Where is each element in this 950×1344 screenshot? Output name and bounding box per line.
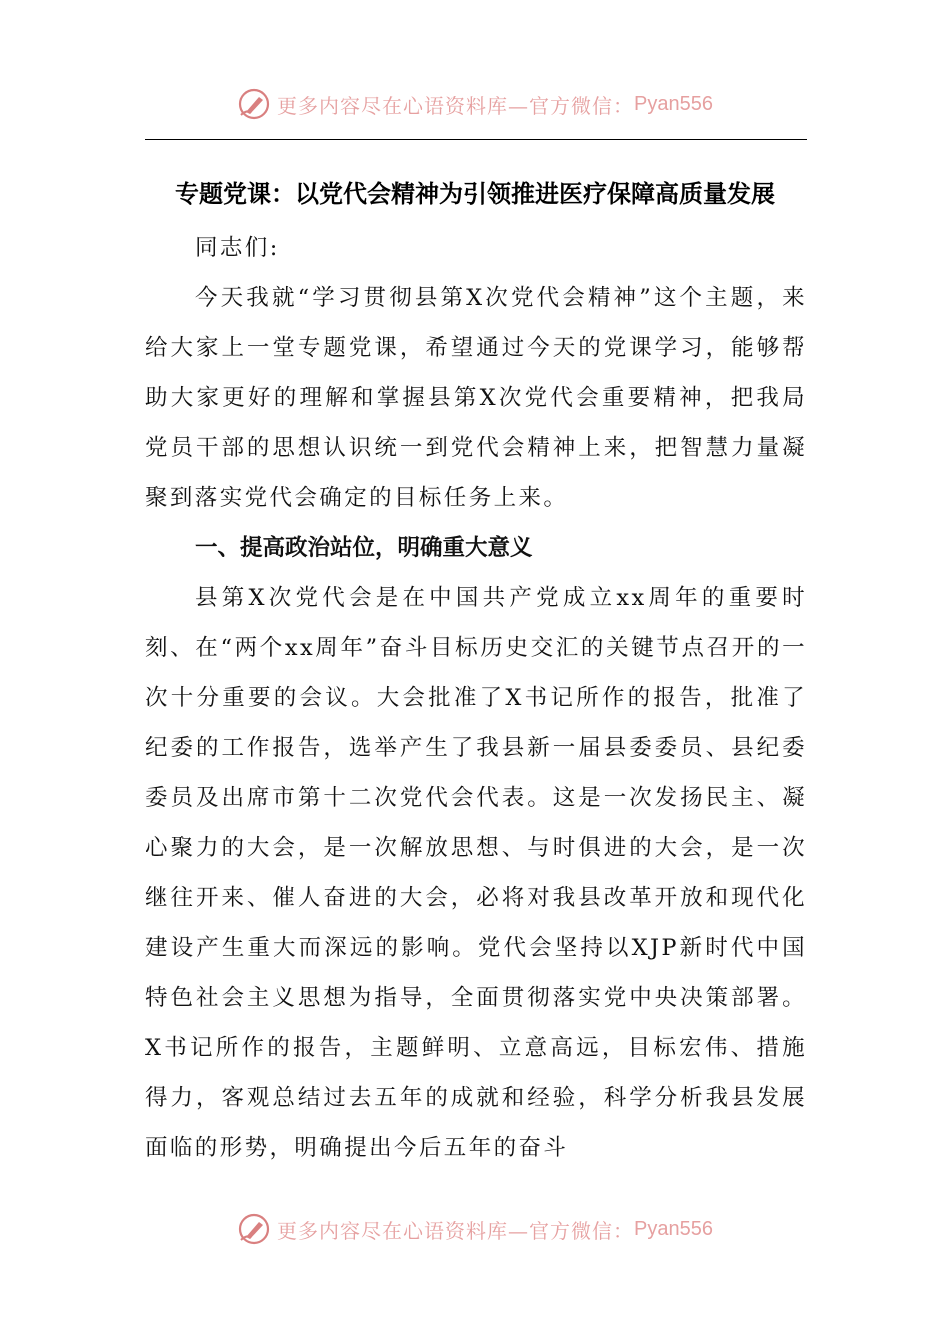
pen-nib-circle-icon [237,1212,271,1246]
watermark-text: 更多内容尽在心语资料库—官方微信： [277,93,635,118]
section-paragraph: 县第X次党代会是在中国共产党成立xx周年的重要时刻、在“两个xx周年”奋斗目标历史交汇的关键节点召开的一次十分重要的会议。大会批准了X书记所作的报告，批准了纪委的工作报告，选举产生了我县新一届县委委员、县纪委委员及出席市第十二次党代会代表。这是一次发扬民主、凝心聚力的大会，是一次解放思想、与时俱进的大会，是一次继往开来、催人奋进的大会，必将对我县改革开放和现代化建设产生重大而深远的影响。党代会坚持以XJP新时代中国特色社会主义思想为指导，全面贯彻落实党中央决策部署。X书记所作的报告，主题鲜明、立意高远，目标宏伟、措施得力，客观总结过去五年的成就和经验，科学分析我县发展面临的形势，明确提出今后五年的奋斗 [145,585,807,1161]
document-body [145,223,807,1173]
document-title: 专题党课：以党代会精神为引领推进医疗保障高质量发展 [175,180,775,208]
section-heading: 一、提高政治站位，明确重大意义 [195,535,533,561]
greeting: 同志们: [195,235,280,261]
footer-watermark [0,1209,950,1249]
watermark-text: 更多内容尽在心语资料库—官方微信： [277,1218,635,1243]
header-divider [145,139,807,140]
pen-nib-circle-icon [237,87,271,121]
intro-paragraph: 今天我就“学习贯彻县第X次党代会精神”这个主题，来给大家上一堂专题党课，希望通过今天的党课学习，能够帮助大家更好的理解和掌握县第X次党代会重要精神，把我局党员干部的思想认识统一到党代会精神上来，把智慧力量凝聚到落实党代会确定的目标任务上来。 [145,285,807,511]
watermark-handle: Pyan556 [634,1217,713,1240]
watermark-handle: Pyan556 [634,92,713,115]
header-watermark [0,84,950,124]
